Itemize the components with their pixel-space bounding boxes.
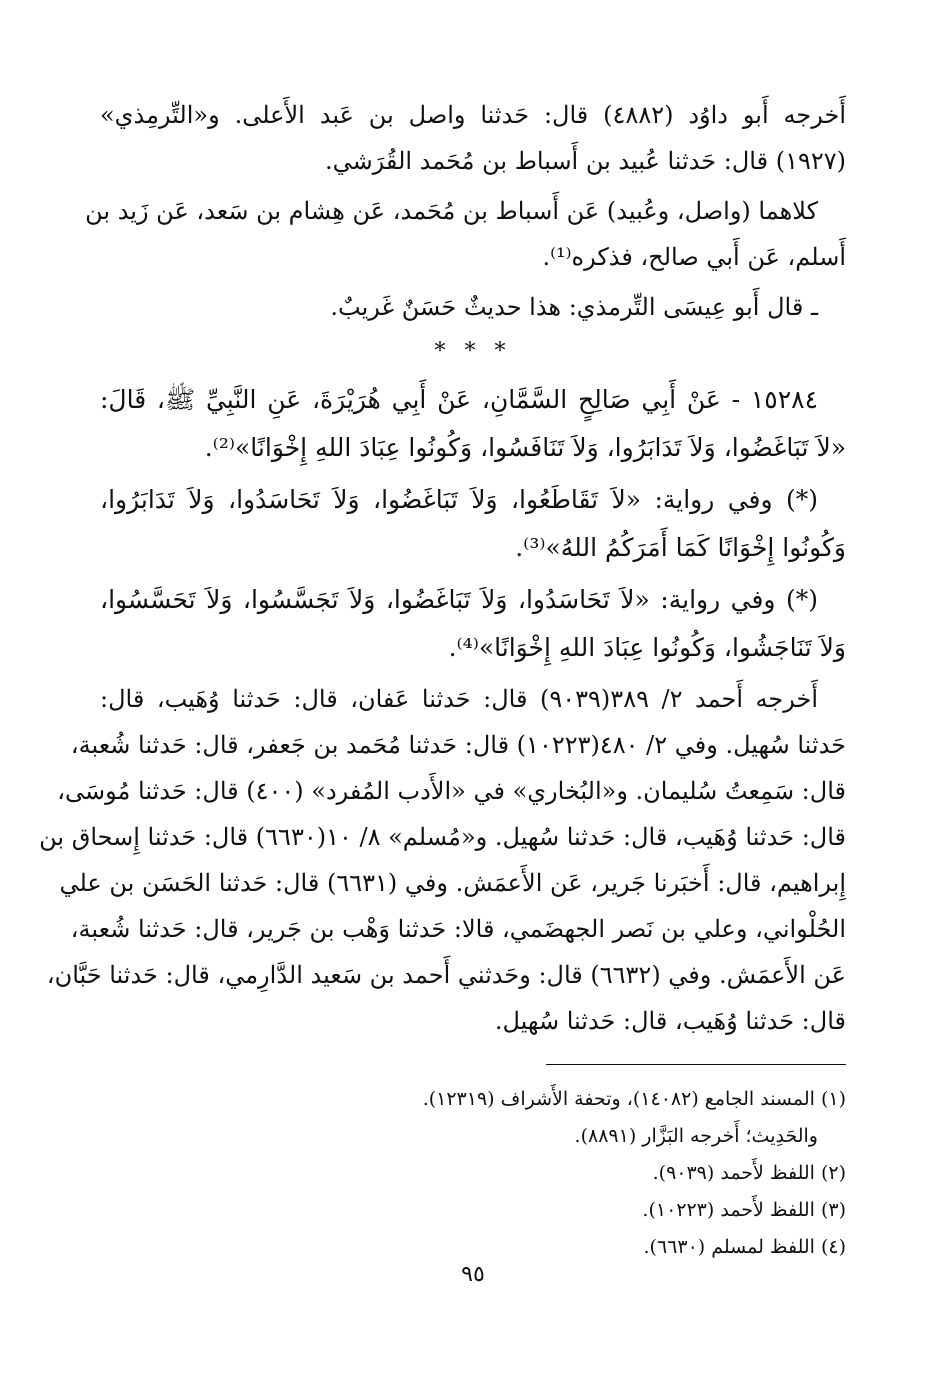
footnote-2 [100,1155,846,1192]
text-line: (*) وفي رواية: «لاَ تَحَاسَدُوا، وَلاَ تَبَاغَضُوا، وَلاَ تَجَسَّسُوا، وَلاَ تَحَسَّسُوا، [100,585,818,614]
text-line: (*) وفي رواية: «لاَ تَقَاطَعُوا، وَلاَ تَبَاغَضُوا، وَلاَ تَحَاسَدُوا، وَلاَ تَدَابَرُوا، [100,485,818,514]
footnote-text: اللفظ لمسلم (٦٦٣٠). [643,1236,815,1258]
hadith-text [100,376,846,472]
text-line: ـ قال أَبو عِيسَى التِّرمذي: هذا حديثٌ حَسَنٌ غَريبٌ. [330,293,818,321]
text-line: عَن الأَعمَش. وفي (٦٦٣٢) قال: وحَدثني أَحمد بن سَعيد الدَّارِمي، قال: حَدثنا حَبَّان، [46,961,846,989]
section-separator: * * * [434,339,512,364]
text-line: أَخرجه أَبو داوُد (٤٨٨٢) قال: حَدثنا واصل بن عَبد الأَعلى. و«التِّرمِذي» [100,101,847,129]
text-line: كلاهما (واصل، وعُبيد) عَن أَسباط بن مُحَمد، عَن هِشام بن سَعد، عَن زَيد بن [85,197,818,225]
text-line: وَكُونُوا إِخْوَانًا كَمَا أَمَرَكُمُ اللهُ»⁽³⁾. [515,533,846,562]
footnote-number: (٢) [820,1162,846,1184]
text-line: «لاَ تَبَاغَضُوا، وَلاَ تَدَابَرُوا، وَلاَ تَنَافَسُوا، وَكُونُوا عِبَادَ اللهِ إِخْوَانًا»⁽²⁾. [204,433,846,462]
footnote-1-continuation [100,1118,846,1155]
footnote-1 [100,1081,846,1118]
footnote-text: اللفظ لأَحمد (١٠٢٢٣). [642,1199,815,1221]
takhrij-paragraph-3 [39,676,846,1044]
riwaya-2 [100,576,846,672]
takhrij-paragraph-2 [85,188,846,280]
footnote-text: المسند الجامع (١٤٠٨٢)، وتحفة الأَشراف (١٢٣١٩). [422,1088,815,1110]
text-line: إِبراهيم، قال: أَخبَرنا جَرير، عَن الأَعمَش. وفي (٦٦٣١) قال: حَدثنا الحَسَن بن علي [59,869,846,897]
footnote-number: (٣) [820,1199,846,1221]
footnote-text: اللفظ لأَحمد (٩٠٣٩). [652,1162,815,1184]
page-body [39,92,847,1266]
riwaya-1 [100,476,846,572]
text-line: ١٥٢٨٤ - عَنْ أَبِي صَالِحٍ السَّمَّانِ، عَنْ أَبِي هُرَيْرَةَ، عَنِ النَّبِيِّ ﷺ، قَالَ: [100,385,818,414]
text-line: الحُلْواني، وعلي بن نَصر الجهضَمي، قالا: حَدثنا وَهْب بن جَرير، قال: حَدثنا شُعبة، [70,915,846,943]
page-number: ٩٥ [461,1262,485,1287]
footnote-4 [100,1229,846,1266]
tirmidhi-comment [100,284,846,330]
takhrij-paragraph-1 [100,92,846,184]
footnotes [100,1081,846,1266]
text-line: أَسلم، عَن أَبي صالح، فذكره⁽¹⁾. [542,243,846,271]
text-line: أَخرجه أَحمد ٢/ ٣٨٩(٩٠٣٩) قال: حَدثنا عَفان، قال: حَدثنا وُهَيب، قال: [100,685,819,713]
footnote-text: والحَدِيث؛ أَخرجه البَزَّار (٨٨٩١). [574,1125,818,1147]
text-line: حَدثنا سُهيل. وفي ٢/ ٤٨٠(١٠٢٢٣) قال: حَدثنا مُحَمد بن جَعفر، قال: حَدثنا شُعبة، [70,731,846,759]
text-line: قال: سَمِعتُ سُليمان. و«البُخاري» في «الأَدب المُفرد» (٤٠٠) قال: حَدثنا مُوسَى، [57,777,846,805]
text-line: قال: حَدثنا وُهَيب، قال: حَدثنا سُهيل. و«مُسلم» ٨/ ١٠(٦٦٣٠) قال: حَدثنا إِسحاق بن [39,823,846,851]
text-line: قال: حَدثنا وُهَيب، قال: حَدثنا سُهيل. [494,1007,846,1035]
text-line: وَلاَ تَنَاجَشُوا، وَكُونُوا عِبَادَ اللهِ إِخْوَانًا»⁽⁴⁾. [448,633,846,662]
footnote-number: (٤) [820,1236,846,1258]
footnote-3 [100,1192,846,1229]
footnote-divider [546,1064,846,1065]
footnote-number: (١) [820,1088,846,1110]
text-line: (١٩٢٧) قال: حَدثنا عُبيد بن أَسباط بن مُحَمد القُرَشي. [324,147,846,175]
